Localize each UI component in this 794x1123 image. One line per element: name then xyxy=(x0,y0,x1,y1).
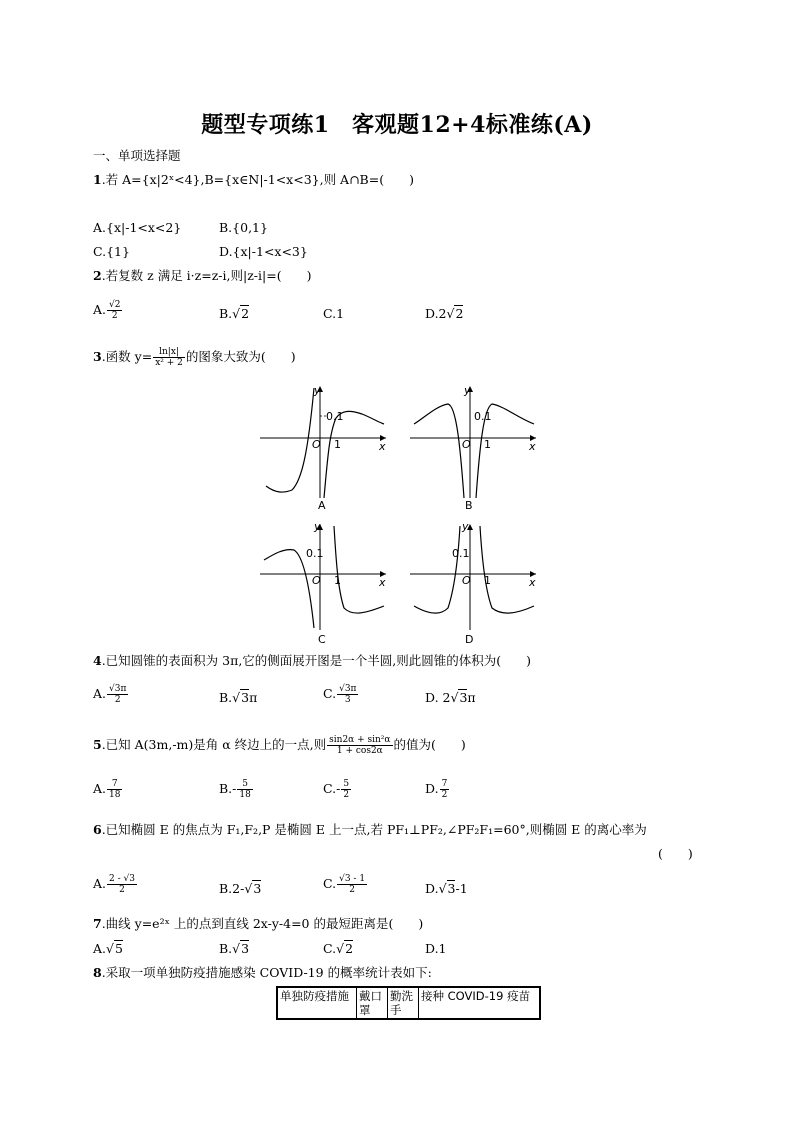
fraction xyxy=(337,874,367,895)
q1-option-d: D.{x|-1<x<3} xyxy=(219,244,308,259)
graph-c-y-tick: 0.1 xyxy=(306,547,324,560)
question-2-number: 2 xyxy=(93,268,102,283)
question-6-stem xyxy=(93,822,647,838)
graph-d-caption: D xyxy=(465,633,474,646)
graph-c-origin: O xyxy=(312,574,321,587)
question-3-text-post: 的图象大致为( ) xyxy=(185,349,296,364)
probability-table xyxy=(276,986,541,1020)
question-1-text: .若 A={x|2ˣ<4},B={x∈N|-1<x<3},则 A∩B=( ) xyxy=(101,172,414,187)
radicand: 3 xyxy=(447,881,456,896)
fraction xyxy=(107,684,128,705)
numerator: 7 xyxy=(107,779,122,790)
fraction xyxy=(337,684,358,705)
numerator: 2 - √3 xyxy=(109,874,135,884)
numerator: 7 xyxy=(441,779,448,789)
denominator: 18 xyxy=(239,790,251,800)
radicand: 3 xyxy=(253,881,262,896)
q2-option-d: D.2√2 xyxy=(425,306,464,321)
option-prefix: C.- xyxy=(323,781,341,796)
question-4-text: .已知圆锥的表面积为 3π,它的侧面展开图是一个半圆,则此圆锥的体积为( ) xyxy=(101,653,532,668)
option-prefix: B.2- xyxy=(219,881,245,896)
graph-c-y-axis-label: y xyxy=(314,520,321,533)
numerator: sin2α + sin²α xyxy=(329,735,391,745)
radicand: 2 xyxy=(345,941,354,956)
question-5-number: 5 xyxy=(93,737,102,752)
q2-option-b: B.√2 xyxy=(219,306,250,321)
fraction xyxy=(440,779,450,800)
denominator: x² + 2 xyxy=(155,358,183,368)
question-5-stem xyxy=(93,735,466,756)
question-2-text: .若复数 z 满足 i·z=z-i,则|z-i|=( ) xyxy=(101,268,312,283)
q6-option-d: D.√3-1 xyxy=(425,881,468,896)
option-prefix: B. xyxy=(219,690,233,705)
graph-b-x-tick: 1 xyxy=(484,438,491,451)
table-row xyxy=(277,987,540,1019)
option-suffix: -1 xyxy=(455,881,468,896)
graph-c-x-tick: 1 xyxy=(334,574,341,587)
option-prefix: A. xyxy=(93,302,107,317)
q4-option-c xyxy=(323,684,359,705)
option-prefix: A. xyxy=(93,876,107,891)
question-5-text-post: 的值为( ) xyxy=(393,737,466,752)
graph-d-x-tick: 1 xyxy=(484,574,491,587)
numerator: √3π xyxy=(109,684,127,694)
graph-c-x-axis-label: x xyxy=(379,576,386,589)
option-prefix: C. xyxy=(323,686,337,701)
option-suffix: π xyxy=(467,690,476,705)
denominator: 3 xyxy=(344,695,351,705)
graph-a-y-axis-label: y xyxy=(314,384,321,397)
question-2-stem xyxy=(93,268,311,284)
question-6-text: .已知椭圆 E 的焦点为 F₁,F₂,P 是椭圆 E 上一点,若 PF₁⊥PF₂,∠PF₂F₁=60°,则椭圆 E 的离心率为 xyxy=(101,822,647,837)
option-prefix: A. xyxy=(93,686,107,701)
option-prefix: B. xyxy=(219,306,233,321)
question-8-number: 8 xyxy=(93,965,102,980)
graph-b xyxy=(408,382,540,500)
option-prefix: B.- xyxy=(219,781,237,796)
graph-a-origin: O xyxy=(312,438,321,451)
denominator: 1 + cos2α xyxy=(336,746,383,756)
fraction xyxy=(341,779,351,800)
question-1-number: 1 xyxy=(93,172,102,187)
graph-a-x-axis-label: x xyxy=(379,440,386,453)
q4-option-a xyxy=(93,684,129,705)
numerator: √3 - 1 xyxy=(339,874,366,884)
question-8-stem xyxy=(93,965,432,981)
question-3-text-pre: .函数 y= xyxy=(101,349,153,364)
radicand: 5 xyxy=(114,941,123,956)
option-prefix: D. 2 xyxy=(425,690,451,705)
numerator: 5 xyxy=(343,779,350,789)
numerator: 5 xyxy=(237,779,252,790)
fraction xyxy=(107,779,122,800)
graph-b-y-tick: 0.1 xyxy=(474,410,492,423)
question-7-number: 7 xyxy=(93,916,102,931)
radicand: 2 xyxy=(241,306,250,321)
fraction xyxy=(107,300,122,321)
q1-option-c: C.{1} xyxy=(93,244,130,259)
fraction xyxy=(327,735,392,756)
option-prefix: A. xyxy=(93,781,107,796)
q7-option-b: B.√3 xyxy=(219,941,250,956)
graph-a xyxy=(258,382,390,500)
graph-a-caption: A xyxy=(318,499,326,512)
fraction xyxy=(237,779,252,800)
q5-option-a xyxy=(93,779,123,800)
fraction xyxy=(107,874,137,895)
denominator: 2 xyxy=(343,790,350,800)
q6-option-a xyxy=(93,874,138,895)
q6-option-c xyxy=(323,874,368,895)
table-cell: 接种 COVID-19 疫苗 xyxy=(419,987,541,1019)
graph-b-x-axis-label: x xyxy=(529,440,536,453)
question-7-stem xyxy=(93,916,423,932)
graph-a-x-tick: 1 xyxy=(334,438,341,451)
graph-d-origin: O xyxy=(462,574,471,587)
q7-option-d: D.1 xyxy=(425,941,447,956)
question-4-number: 4 xyxy=(93,653,102,668)
section-heading: 一、单项选择题 xyxy=(93,148,181,163)
question-3-number: 3 xyxy=(93,349,102,364)
numerator: ln|x| xyxy=(153,347,185,358)
q7-option-a: A.√5 xyxy=(93,941,123,956)
graph-d-y-axis-label: y xyxy=(462,520,469,533)
graph-c xyxy=(258,520,390,632)
q1-option-a: A.{x|-1<x<2} xyxy=(93,220,182,235)
option-prefix: B. xyxy=(219,941,233,956)
q5-option-c xyxy=(323,779,352,800)
graph-b-caption: B xyxy=(465,499,473,512)
q5-option-b xyxy=(219,779,254,800)
radicand: 3 xyxy=(241,690,250,705)
question-1-stem xyxy=(93,172,414,188)
table-cell: 单独防疫措施 xyxy=(277,987,357,1019)
numerator: √3π xyxy=(339,684,357,694)
question-6-number: 6 xyxy=(93,822,102,837)
question-7-text: .曲线 y=e²ˣ 上的点到直线 2x-y-4=0 的最短距离是( ) xyxy=(101,916,424,931)
table-cell: 戴口罩 xyxy=(357,987,388,1019)
graph-a-y-tick: 0.1 xyxy=(326,410,344,423)
graph-b-y-axis-label: y xyxy=(464,384,471,397)
option-prefix: D. xyxy=(425,881,439,896)
option-prefix: A. xyxy=(93,941,107,956)
numerator: √2 xyxy=(109,300,121,310)
graph-d-x-axis-label: x xyxy=(529,576,536,589)
q1-option-b: B.{0,1} xyxy=(219,220,268,235)
graph-b-origin: O xyxy=(462,438,471,451)
question-4-stem xyxy=(93,653,531,669)
option-prefix: D. xyxy=(425,781,439,796)
q2-option-c: C.1 xyxy=(323,306,345,321)
q7-option-c: C.√2 xyxy=(323,941,354,956)
question-6-answer-paren: ( ) xyxy=(658,846,693,861)
graph-d-y-tick: 0.1 xyxy=(452,547,470,560)
radicand: 2 xyxy=(455,306,464,321)
denominator: 2 xyxy=(349,885,355,895)
denominator: 2 xyxy=(119,885,125,895)
denominator: 2 xyxy=(114,695,121,705)
graph-d xyxy=(408,520,540,632)
question-3-stem xyxy=(93,347,296,368)
fraction xyxy=(153,347,185,368)
radicand: 3 xyxy=(241,941,250,956)
page-title: 题型专项练1 客观题12+4标准练(A) xyxy=(201,112,593,138)
graph-c-caption: C xyxy=(318,633,326,646)
option-suffix: π xyxy=(249,690,258,705)
q5-option-d xyxy=(425,779,450,800)
question-8-text: .采取一项单独防疫措施感染 COVID-19 的概率统计表如下: xyxy=(101,965,432,980)
denominator: 18 xyxy=(109,790,121,800)
radicand: 3 xyxy=(459,690,468,705)
denominator: 2 xyxy=(441,790,448,800)
denominator: 2 xyxy=(111,311,118,321)
option-prefix: C. xyxy=(323,876,337,891)
table-cell: 勤洗手 xyxy=(388,987,419,1019)
q4-option-d: D. 2√3π xyxy=(425,690,476,705)
question-5-text-pre: .已知 A(3m,-m)是角 α 终边上的一点,则 xyxy=(101,737,327,752)
q2-option-a xyxy=(93,300,123,321)
q4-option-b: B.√3π xyxy=(219,690,258,705)
option-prefix: C. xyxy=(323,941,337,956)
q6-option-b: B.2-√3 xyxy=(219,881,262,896)
option-prefix: D.2 xyxy=(425,306,447,321)
